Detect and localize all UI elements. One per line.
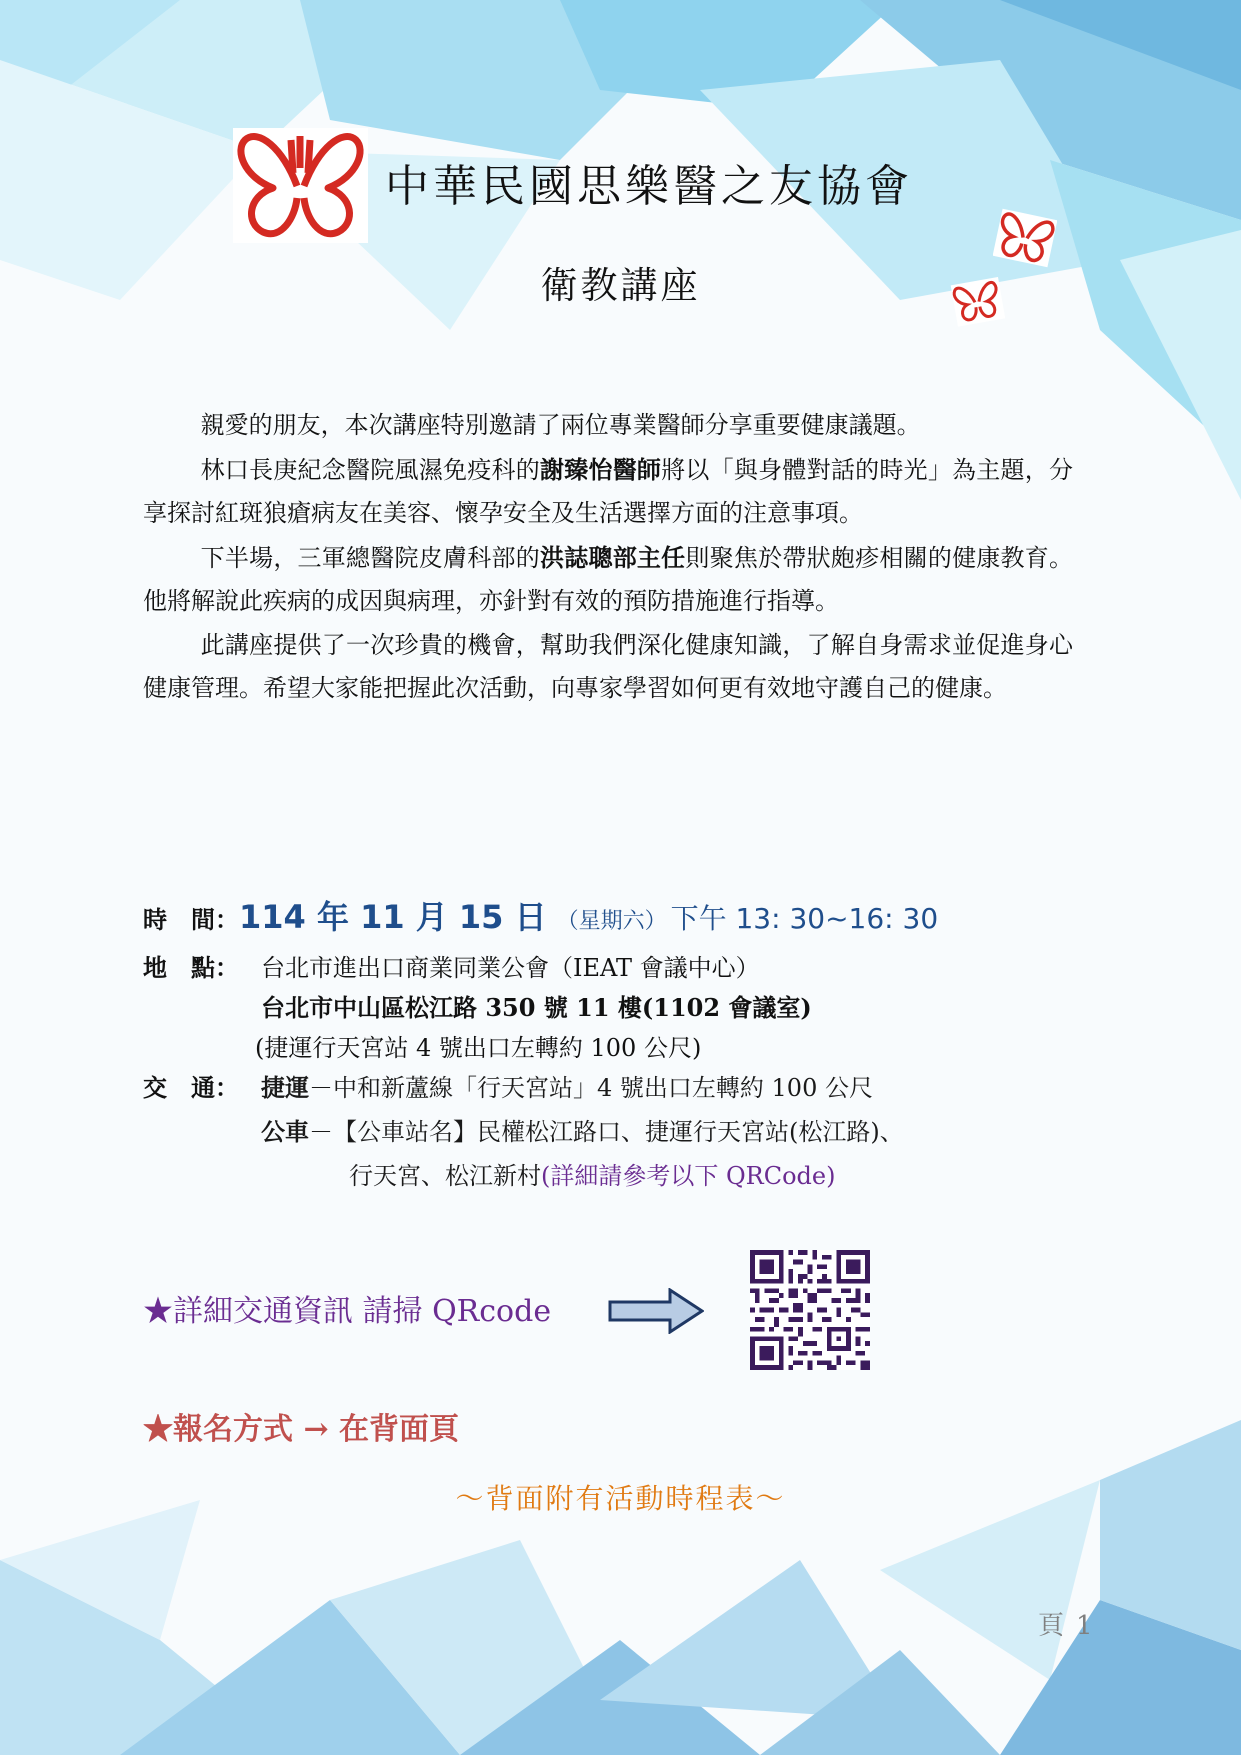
bus-line-2 (261, 1154, 1091, 1198)
org-title: 中華民國思樂醫之友協會 (385, 161, 913, 212)
intro-paragraph-2 (143, 448, 1073, 536)
page-number-value: 1 (1076, 1611, 1093, 1641)
qr-code[interactable] (750, 1250, 870, 1370)
location-line-1: 台北市進出口商業同業公會（IEAT 會議中心） (261, 954, 760, 982)
doctor-name: 謝臻怡醫師 (539, 454, 662, 484)
location-line-2: 台北市中山區松江路 350 號 11 樓(1102 會議室) (261, 993, 812, 1022)
traffic-row (143, 1066, 904, 1190)
mrt-label: 捷運 (261, 1073, 309, 1102)
location-line-3: (捷運行天宮站 4 號出口左轉約 100 公尺) (255, 1034, 702, 1062)
bus-text-2: 行天宮、松江新村 (349, 1162, 541, 1190)
mrt-line (261, 1066, 1091, 1110)
intro-paragraph-4: 此講座提供了一次珍貴的機會，幫助我們深化健康知識，了解自身需求並促進身心健康管理。希望大家能把握此次活動，向專家學習如何更有效地守護自己的健康。 (143, 630, 1073, 702)
page-number (1038, 1605, 1093, 1642)
qr-note: ★詳細交通資訊 請掃 QRcode (143, 1294, 552, 1329)
time-label: 時 間： (143, 905, 239, 934)
doctor-name: 洪誌聰部主任 (539, 542, 686, 572)
right-arrow-icon (608, 1288, 704, 1334)
butterfly-logo (233, 128, 368, 243)
intro-text-span: 則聚焦於帶狀皰疹相關的健康教育。他將解說此疾病的成因與病理，亦針對有效的預防措施進行指導。 (143, 543, 1074, 615)
signup-note: ★報名方式 → 在背面頁 (143, 1412, 460, 1447)
intro-text (143, 404, 1073, 711)
event-title: 衛教講座 (540, 264, 701, 307)
bus-label: 公車 (261, 1117, 309, 1146)
bus-line (261, 1110, 1091, 1154)
event-hours: 下午 13: 30~16: 30 (670, 902, 939, 935)
qrcode-reference: (詳細請參考以下 QRCode) (541, 1162, 836, 1190)
mrt-text: －中和新蘆線「行天宮站」4 號出口左轉約 100 公尺 (309, 1074, 873, 1102)
small-butterfly-icon (950, 277, 1005, 327)
intro-text-span: 下半場，三軍總醫院皮膚科部的 (200, 543, 540, 572)
small-butterfly-icon (993, 208, 1057, 268)
event-date: 114 年 11 月 15 日 (239, 898, 547, 936)
intro-text-span: 林口長庚紀念醫院風濕免疫科的 (200, 455, 540, 484)
traffic-label: 交 通： (143, 1073, 239, 1102)
location-row (143, 948, 812, 1062)
time-row (143, 892, 938, 938)
page-label: 頁 (1038, 1611, 1065, 1641)
event-weekday: （星期六） (556, 909, 667, 934)
intro-paragraph-1: 親愛的朋友，本次講座特別邀請了兩位專業醫師分享重要健康議題。 (200, 411, 921, 439)
bus-text: －【公車站名】民權松江路口、捷運行天宮站(松江路)、 (309, 1118, 904, 1146)
location-label: 地 點： (143, 953, 239, 982)
schedule-note: ～背面附有活動時程表～ (455, 1482, 786, 1515)
intro-paragraph-3 (143, 536, 1073, 624)
intro-text-span: 將以「與身體對話的時光」為主題，分享探討紅斑狼瘡病友在美容、懷孕安全及生活選擇方面的注意事項。 (143, 455, 1074, 527)
